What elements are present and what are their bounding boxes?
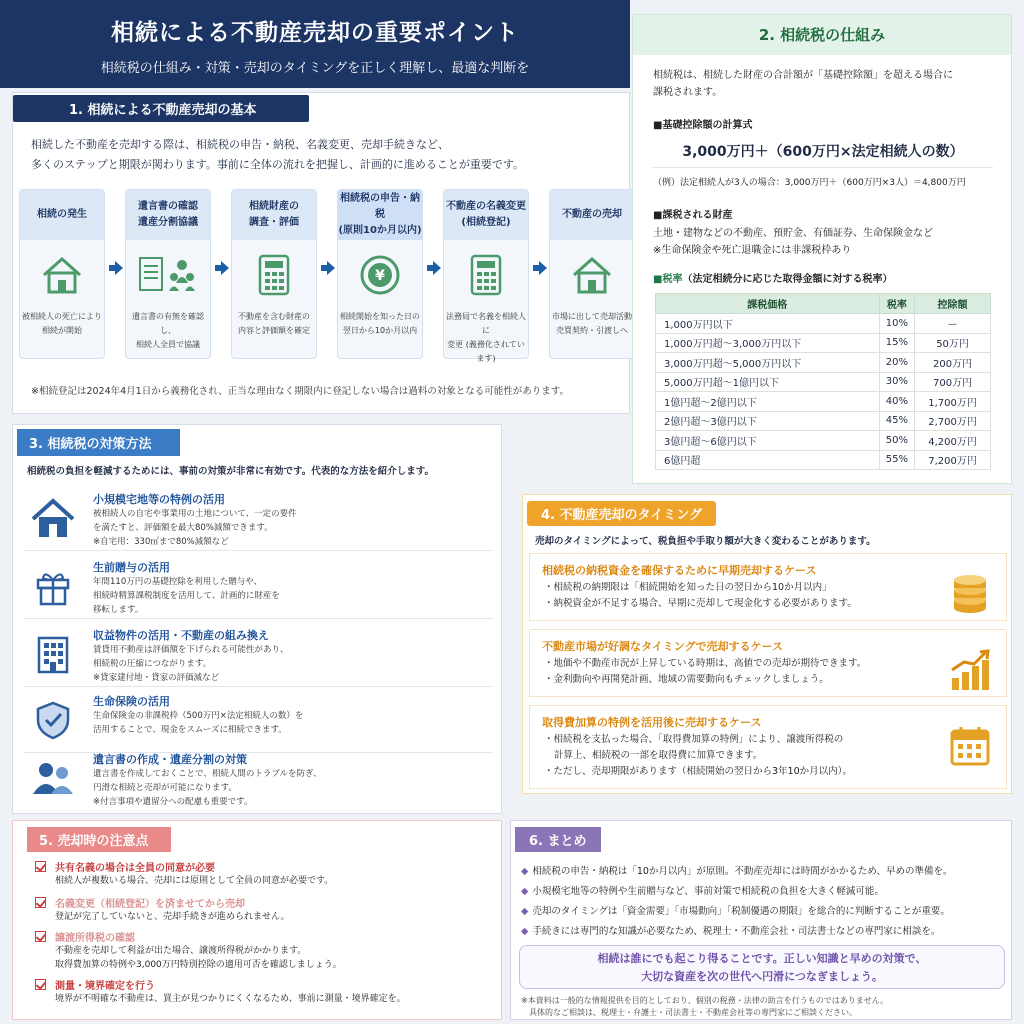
summary-bullet [521,883,884,897]
formula-example: （例）法定相続人が3人の場合：3,000万円＋（600万円×3人）＝4,800万円 [653,178,966,188]
case-line: ・相続税を支払った場合、「取得費加算の特例」により、譲渡所得税の [544,734,844,745]
item-line: ※付言事項や遺留分への配慮も重要です。 [93,797,253,807]
process-steps [19,189,632,363]
intro-line-2: 多くのステップと期限が関わります。事前に全体の流れを把握し、計画的に進めることが重要です。 [31,158,525,171]
cell-rate: 10% [879,314,915,334]
svg-text:¥: ¥ [375,268,385,284]
step-subtitle: (原則10か月以内) [338,225,422,236]
cell-price: 2億円超～3億円以下 [656,411,880,431]
caution-item [35,977,495,1013]
taxable-line: ※生命保険金や死亡退職金には非課税枠あり [653,245,852,256]
section-basics-title: 1. 相続による不動産売却の基本 [13,95,309,122]
item-title: 収益物件の活用・不動産の組み換え [93,629,269,642]
step-subtitle: 調査・評価 [249,217,299,228]
checkbox-icon [35,861,46,872]
timing-case [529,629,1007,697]
checkbox-icon [35,979,46,990]
step-subtitle: 遺産分割協議 [138,217,198,228]
cell-price: 1,000万円以下 [656,314,880,334]
step-card [125,189,211,359]
table-header: 税率 [879,294,915,314]
step-title: 相続の発生 [37,209,87,220]
list-item [23,623,493,687]
cell-price: 3億円超～6億円以下 [656,431,880,451]
step-desc: 相続が開始 [42,326,82,335]
document-people-icon [126,240,210,310]
step-desc: 市場に出して売却活動 [552,312,632,321]
case-title: 不動産市場が好調なタイミングで売却するケース [542,640,784,653]
caution-desc [55,944,342,972]
yen-coin-icon [338,240,422,310]
section-summary-title: 6. まとめ [515,827,601,852]
step-subtitle: (相続登記) [461,217,511,228]
section-sale-timing-title: 4. 不動産売却のタイミング [527,501,716,526]
arrow-right-icon [109,261,123,275]
table-row [656,431,991,451]
caution-title: 名義変更（相続登記）を済ませてから売却 [55,899,245,910]
caution-title: 共有名義の場合は全員の同意が必要 [55,863,215,874]
cell-deduction: 50万円 [915,333,991,353]
item-line: 遺言書を作成しておくことで、相続人間のトラブルを防ぎ、 [93,769,322,779]
message-line: 相続は誰にでも起こり得ることです。正しい知識と早めの対策で、 [597,952,927,965]
timing-case [529,553,1007,621]
house-icon [20,240,104,310]
house-icon [27,493,79,543]
section-sale-timing [522,494,1012,794]
diamond-icon: ◆ [521,906,529,917]
timing-case [529,705,1007,789]
bullet-text: 売却のタイミングは「資金需要」「市場動向」「税制優遇の期限」を総合的に判断することが重要。 [532,906,950,917]
caution-desc [55,910,290,924]
caution-title: 譲渡所得税の確認 [55,933,135,944]
item-title: 生前贈与の活用 [93,561,170,574]
case-line: ・地価や不動産市況が上昇している時期は、高値での売却が期待できます。 [544,658,867,669]
cell-deduction: 2,700万円 [915,411,991,431]
cell-price: 1,000万円超～3,000万円以下 [656,333,880,353]
list-item [23,555,493,619]
calculator-icon [232,240,316,310]
intro-line-1: 相続した不動産を売却する際は、相続税の申告・納税、名義変更、売却手続きなど、 [31,138,449,151]
step-card [19,189,105,359]
caution-item [35,929,495,975]
section-basics-intro [31,135,611,175]
disclaimer-line: ※本資料は一般的な情報提供を目的としており、個別の税務・法律の助言を行うものではありません。 [521,996,889,1005]
page-subtitle: 相続税の仕組み・対策・売却のタイミングを正しく理解し、最適な判断を [100,61,530,76]
case-line: ・ただし、売却期限があります（相続開始の翌日から3年10か月以内）。 [544,766,852,777]
list-item [23,747,493,811]
cell-rate: 45% [879,411,915,431]
step-card [231,189,317,359]
table-row [656,353,991,373]
step-desc: 内容と評価額を確定 [238,326,310,335]
section-tax-measures [12,424,502,814]
section-tax-system [632,14,1012,484]
cell-price: 1億円超～2億円以下 [656,392,880,412]
step-desc: 法務局で名義を相続人に [446,312,526,335]
step-desc: 相続開始を知った日の [340,312,420,321]
bullet-text: 小規模宅地等の特例や生前贈与など、事前対策で相続税の負担を大きく軽減可能。 [532,886,884,897]
rate-heading-rest: （法定相続分に応じた取得金額に対する税率） [682,274,893,285]
caution-item [35,859,495,895]
case-line: 計算上、相続税の一部を取得費に加算できます。 [554,750,763,761]
table-header: 控除額 [915,294,991,314]
table-row [656,450,991,470]
item-line: 賃貸用不動産は評価額を下げられる可能性があり、 [93,645,289,655]
case-line: ・納税資金が不足する場合、早期に売却して現金化する必要があります。 [544,598,857,609]
step-card [337,189,423,359]
section-basics [12,92,630,414]
registration-note: ※相続登記は2024年4月1日から義務化され、正当な理由なく期限内に登記しない場合は過料の対象となる可能性があります。 [31,386,570,397]
item-desc [93,507,488,549]
summary-bullet [521,863,953,877]
house-icon [550,240,634,310]
item-title: 小規模宅地等の特例の活用 [93,493,225,506]
step-desc: 翌日から10か月以内 [342,326,418,335]
step-desc: 変更 (義務化されています) [447,340,525,363]
step-desc: 不動産を含む財産の [238,312,310,321]
caution-title: 測量・境界確定を行う [55,981,155,992]
section-sale-cautions [12,820,502,1020]
case-line: ・相続税の納期限は「相続開始を知った日の翌日から10か月以内」 [544,582,832,593]
cell-rate: 30% [879,372,915,392]
step-desc: 被相続人の死亡により [22,312,102,321]
tax-measures-intro: 相続税の負担を軽減するためには、事前の対策が非常に有効です。代表的な方法を紹介します。 [27,466,434,477]
case-line: ・金利動向や再開発計画、地域の需要動向もチェックしましょう。 [544,674,829,685]
diamond-icon: ◆ [521,866,529,877]
item-line: 移転します。 [93,605,144,615]
step-title: 遺言書の確認 [138,201,198,212]
table-row [656,372,991,392]
item-line: 円滑な相続と売却が可能になります。 [93,783,237,793]
item-desc [93,575,488,617]
cell-rate: 15% [879,333,915,353]
table-header: 課税価格 [656,294,880,314]
arrow-right-icon [533,261,547,275]
step-title: 不動産の売却 [562,209,622,220]
caution-desc [55,992,406,1006]
item-line: ※貸家建付地・貸家の評価減など [93,673,220,683]
taxable-line: 土地・建物などの不動産、預貯金、有価証券、生命保険金など [653,228,933,239]
table-row [656,314,991,334]
cell-rate: 20% [879,353,915,373]
diamond-icon: ◆ [521,926,529,937]
cell-deduction: 200万円 [915,353,991,373]
step-card [549,189,635,359]
item-line: ※自宅用：330㎡まで80%減額など [93,537,229,547]
tax-rate-table [655,293,991,470]
arrow-right-icon [427,261,441,275]
caution-line: 不動産を売却して利益が出た場合、譲渡所得税がかかります。 [55,946,307,956]
cell-deduction: 700万円 [915,372,991,392]
coins-icon [948,572,992,616]
taxable-list [653,225,933,259]
closing-message [519,945,1005,989]
bullet-text: 手続きには専門的な知識が必要なため、税理士・不動産会社・司法書士などの専門家に相談を。 [532,926,941,937]
section-tax-measures-title: 3. 相続税の対策方法 [17,429,180,456]
gift-icon [27,561,79,611]
step-title: 相続財産の [249,201,299,212]
item-desc [93,643,488,685]
arrow-right-icon [215,261,229,275]
people-icon [27,753,79,803]
desc-line: 相続税は、相続した財産の合計額が「基礎控除額」を超える場合に [653,70,953,81]
bullet-text: 相続税の申告・納税は「10か月以内」が原則。不動産売却には時間がかかるため、早めの準備を。 [532,866,953,877]
calculator-icon [444,240,528,310]
step-desc: 相続人全員で協議 [136,340,200,349]
cell-price: 3,000万円超～5,000万円以下 [656,353,880,373]
step-card [443,189,529,363]
caution-line: 相続人が複数いる場合、売却には原則として全員の同意が必要です。 [55,876,334,886]
case-lines [544,656,866,688]
item-line: 被相続人の自宅や事業用の土地について、一定の要件 [93,509,297,519]
taxable-heading: ■課税される財産 [653,210,733,221]
cell-rate: 55% [879,450,915,470]
section-tax-system-title: 2. 相続税の仕組み [633,15,1011,55]
cell-deduction: 4,200万円 [915,431,991,451]
page-title: 相続による不動産売却の重要ポイント [111,20,519,46]
table-row [656,392,991,412]
case-title: 取得費加算の特例を活用後に売却するケース [542,716,762,729]
step-title: 相続税の申告・納税 [340,193,420,220]
table-row [656,411,991,431]
message-line: 大切な資産を次の世代へ円滑につなぎましょう。 [641,970,883,983]
desc-line: 課税されます。 [653,87,723,98]
list-item [23,487,493,551]
case-lines [544,732,852,780]
cell-deduction: 7,200万円 [915,450,991,470]
item-line: 年間110万円の基礎控除を利用した贈与や、 [93,577,263,587]
rate-heading-bold: ■税率 [653,274,683,285]
item-line: を満たすと、評価額を最大80%減額できます。 [93,523,273,533]
sale-timing-intro: 売却のタイミングによって、税負担や手取り額が大きく変わることがあります。 [535,536,876,547]
calendar-icon [948,724,992,768]
caution-line: 境界が不明確な不動産は、買主が見つかりにくくなるため、事前に測量・境界確定を。 [55,994,406,1004]
rate-heading [653,271,892,288]
cell-deduction: ー [915,314,991,334]
case-lines [544,580,857,612]
tax-system-desc [653,67,953,101]
basic-deduction-formula: 3,000万円＋（600万円×法定相続人の数） [653,141,993,168]
formula-heading: ■基礎控除額の計算式 [653,120,753,131]
item-line: 相続税の圧縮につながります。 [93,659,212,669]
caution-item [35,895,495,931]
summary-bullet [521,903,950,917]
disclaimer [521,995,888,1019]
item-line: 相続時精算課税制度を活用して、計画的に財産を [93,591,280,601]
section-summary [510,820,1012,1020]
caution-line: 登記が完了していないと、売却手続きが進められません。 [55,912,290,922]
step-desc: 売買契約・引渡しへ [556,326,628,335]
item-title: 遺言書の作成・遺産分割の対策 [93,753,247,766]
step-desc: 遺言書の有無を確認し、 [132,312,204,335]
diamond-icon: ◆ [521,886,529,897]
item-line: 生命保険金の非課税枠（500万円×法定相続人の数）を [93,711,304,721]
section-sale-cautions-title: 5. 売却時の注意点 [27,827,171,852]
checkbox-icon [35,931,46,942]
item-title: 生命保険の活用 [93,695,170,708]
list-item [23,689,493,753]
caution-desc [55,874,333,888]
disclaimer-line: 具体的なご相談は、税理士・弁護士・司法書士・不動産会社等の専門家にご相談ください。 [521,1008,857,1017]
summary-bullet [521,923,940,937]
building-icon [27,629,79,679]
item-desc [93,767,488,809]
insurance-shield-icon [27,695,79,745]
page-header [0,0,630,88]
cell-rate: 50% [879,431,915,451]
caution-line: 取得費加算の特例や3,000万円特別控除の適用可否を確認しましょう。 [55,960,342,970]
cell-deduction: 1,700万円 [915,392,991,412]
cell-price: 6億円超 [656,450,880,470]
item-desc [93,709,488,737]
table-row [656,333,991,353]
checkbox-icon [35,897,46,908]
rising-chart-icon [948,648,992,692]
item-line: 活用することで、現金をスムーズに相続できます。 [93,725,287,735]
case-title: 相続税の納税資金を確保するために早期売却するケース [542,564,817,577]
arrow-right-icon [321,261,335,275]
cell-price: 5,000万円超～1億円以下 [656,372,880,392]
cell-rate: 40% [879,392,915,412]
step-title: 不動産の名義変更 [446,201,526,212]
